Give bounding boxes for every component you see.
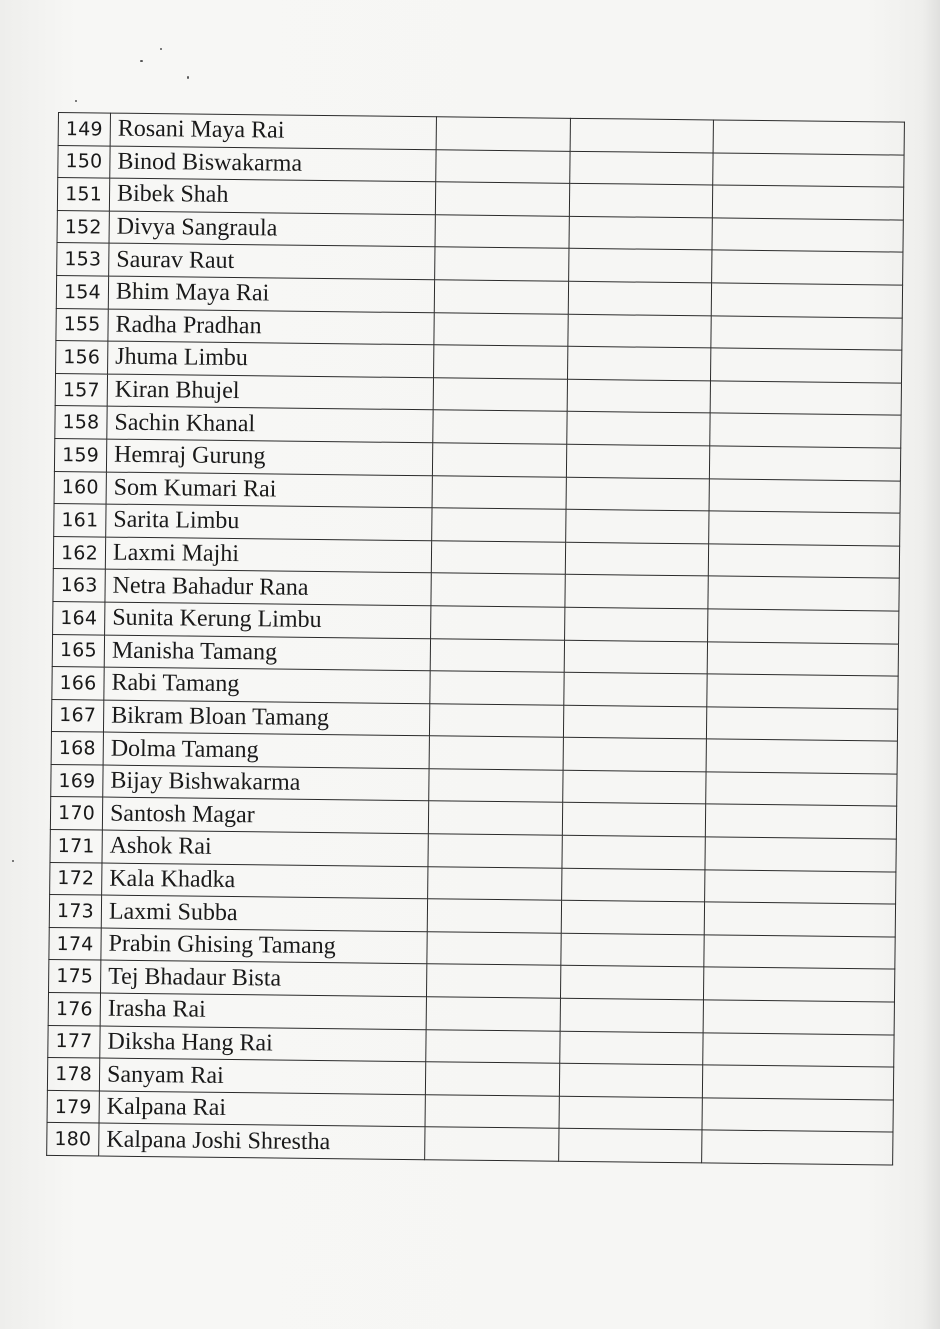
empty-cell xyxy=(427,899,561,933)
empty-cell xyxy=(565,542,708,576)
serial-number-cell: 170 xyxy=(50,797,102,830)
person-name-cell: Som Kumari Rai xyxy=(106,472,432,508)
empty-cell xyxy=(425,1095,559,1129)
empty-cell xyxy=(563,770,706,804)
scan-speck xyxy=(75,100,77,102)
scan-speck xyxy=(187,76,189,79)
person-name-cell: Jhuma Limbu xyxy=(108,341,434,377)
empty-cell xyxy=(432,475,566,509)
person-name-cell: Irasha Rai xyxy=(100,993,426,1029)
person-name-cell: Hemraj Gurung xyxy=(106,439,432,475)
scan-speck xyxy=(12,860,14,862)
scan-speck xyxy=(140,60,143,62)
empty-cell xyxy=(431,573,565,607)
empty-cell xyxy=(569,183,712,217)
empty-cell xyxy=(711,315,902,350)
empty-cell xyxy=(430,671,564,705)
serial-number-cell: 163 xyxy=(53,569,105,602)
serial-number-cell: 160 xyxy=(54,471,106,504)
serial-number-cell: 158 xyxy=(55,406,107,439)
empty-cell xyxy=(704,902,895,937)
empty-cell xyxy=(568,314,711,348)
serial-number-cell: 178 xyxy=(47,1058,99,1091)
empty-cell xyxy=(435,247,569,281)
empty-cell xyxy=(432,443,566,477)
empty-cell xyxy=(566,477,709,511)
empty-cell xyxy=(561,933,704,967)
person-name-cell: Netra Bahadur Rana xyxy=(105,569,431,605)
person-name-cell: Rabi Tamang xyxy=(104,667,430,703)
serial-number-cell: 167 xyxy=(51,699,103,732)
serial-number-cell: 175 xyxy=(49,960,101,993)
empty-cell xyxy=(709,511,900,546)
empty-cell xyxy=(429,769,563,803)
person-name-cell: Saurav Raut xyxy=(109,243,435,279)
person-name-cell: Kalpana Rai xyxy=(99,1091,425,1127)
person-name-cell: Binod Biswakarma xyxy=(110,146,436,182)
empty-cell xyxy=(431,540,565,574)
empty-cell xyxy=(702,1065,893,1100)
empty-cell xyxy=(702,1130,893,1165)
empty-cell xyxy=(569,216,712,250)
empty-cell xyxy=(570,151,713,185)
person-name-cell: Sachin Khanal xyxy=(107,406,433,442)
empty-cell xyxy=(706,739,897,774)
empty-cell xyxy=(705,870,896,905)
empty-cell xyxy=(428,866,562,900)
person-name-cell: Diksha Hang Rai xyxy=(100,1026,426,1062)
person-name-cell: Sarita Limbu xyxy=(106,504,432,540)
serial-number-cell: 169 xyxy=(51,764,103,797)
empty-cell xyxy=(430,638,564,672)
empty-cell xyxy=(568,281,711,315)
serial-number-cell: 173 xyxy=(49,895,101,928)
serial-number-cell: 153 xyxy=(57,243,109,276)
empty-cell xyxy=(710,348,901,383)
empty-cell xyxy=(712,218,903,253)
empty-cell xyxy=(560,1031,703,1065)
person-name-cell: Kalpana Joshi Shrestha xyxy=(99,1123,425,1159)
empty-cell xyxy=(710,381,901,416)
serial-number-cell: 168 xyxy=(51,732,103,765)
empty-cell xyxy=(428,801,562,835)
empty-cell xyxy=(560,998,703,1032)
person-name-cell: Dolma Tamang xyxy=(103,732,429,768)
empty-cell xyxy=(566,444,709,478)
empty-cell xyxy=(426,1029,560,1063)
person-name-cell: Bhim Maya Rai xyxy=(108,276,434,312)
empty-cell xyxy=(426,997,560,1031)
person-name-cell: Ashok Rai xyxy=(102,830,428,866)
serial-number-cell: 166 xyxy=(52,667,104,700)
empty-cell xyxy=(706,707,897,742)
serial-number-cell: 152 xyxy=(57,210,109,243)
empty-cell xyxy=(708,576,899,611)
serial-number-cell: 154 xyxy=(56,275,108,308)
scan-speck xyxy=(160,48,162,50)
empty-cell xyxy=(569,249,712,283)
empty-cell xyxy=(562,803,705,837)
person-name-cell: Rosani Maya Rai xyxy=(110,113,436,149)
person-name-cell: Divya Sangraula xyxy=(109,211,435,247)
empty-cell xyxy=(433,378,567,412)
empty-cell xyxy=(711,283,902,318)
table-body xyxy=(47,113,905,1166)
empty-cell xyxy=(703,1000,894,1035)
empty-cell xyxy=(712,250,903,285)
empty-cell xyxy=(564,640,707,674)
empty-cell xyxy=(713,153,904,188)
empty-cell xyxy=(561,901,704,935)
empty-cell xyxy=(559,1096,702,1130)
person-name-cell: Sanyam Rai xyxy=(99,1058,425,1094)
serial-number-cell: 165 xyxy=(52,634,104,667)
empty-cell xyxy=(707,674,898,709)
empty-cell xyxy=(567,379,710,413)
empty-cell xyxy=(568,346,711,380)
serial-number-cell: 171 xyxy=(50,830,102,863)
empty-cell xyxy=(709,478,900,513)
empty-cell xyxy=(562,868,705,902)
serial-number-cell: 162 xyxy=(53,536,105,569)
person-name-cell: Sunita Kerung Limbu xyxy=(105,602,431,638)
empty-cell xyxy=(428,834,562,868)
empty-cell xyxy=(570,118,713,152)
empty-cell xyxy=(562,835,705,869)
empty-cell xyxy=(703,1033,894,1068)
serial-number-cell: 179 xyxy=(47,1090,99,1123)
person-name-cell: Kala Khadka xyxy=(102,863,428,899)
empty-cell xyxy=(425,1062,559,1096)
empty-cell xyxy=(713,120,904,155)
empty-cell xyxy=(563,738,706,772)
empty-cell xyxy=(707,641,898,676)
empty-cell xyxy=(431,606,565,640)
empty-cell xyxy=(433,410,567,444)
person-name-cell: Bijay Bishwakarma xyxy=(103,765,429,801)
name-list-table xyxy=(46,112,905,1166)
person-name-cell: Manisha Tamang xyxy=(104,635,430,671)
serial-number-cell: 156 xyxy=(56,341,108,374)
empty-cell xyxy=(563,705,706,739)
empty-cell xyxy=(705,804,896,839)
serial-number-cell: 180 xyxy=(47,1123,99,1156)
empty-cell xyxy=(705,837,896,872)
empty-cell xyxy=(559,1063,702,1097)
empty-cell xyxy=(435,182,569,216)
empty-cell xyxy=(564,672,707,706)
empty-cell xyxy=(436,149,570,183)
serial-number-cell: 161 xyxy=(54,504,106,537)
empty-cell xyxy=(426,964,560,998)
empty-cell xyxy=(436,117,570,151)
serial-number-cell: 150 xyxy=(58,145,110,178)
person-name-cell: Tej Bhadaur Bista xyxy=(101,960,427,996)
empty-cell xyxy=(434,345,568,379)
person-name-cell: Radha Pradhan xyxy=(108,309,434,345)
person-name-cell: Laxmi Subba xyxy=(101,895,427,931)
empty-cell xyxy=(565,575,708,609)
serial-number-cell: 172 xyxy=(50,862,102,895)
empty-cell xyxy=(425,1127,559,1161)
serial-number-cell: 164 xyxy=(53,601,105,634)
empty-cell xyxy=(704,935,895,970)
empty-cell xyxy=(702,1098,893,1133)
empty-cell xyxy=(434,280,568,314)
serial-number-cell: 174 xyxy=(49,927,101,960)
serial-number-cell: 177 xyxy=(48,1025,100,1058)
empty-cell xyxy=(429,736,563,770)
serial-number-cell: 155 xyxy=(56,308,108,341)
serial-number-cell: 159 xyxy=(54,438,106,471)
empty-cell xyxy=(706,772,897,807)
empty-cell xyxy=(434,312,568,346)
serial-number-cell: 151 xyxy=(57,178,109,211)
serial-number-cell: 176 xyxy=(48,992,100,1025)
empty-cell xyxy=(710,413,901,448)
serial-number-cell: 157 xyxy=(55,373,107,406)
name-list-table-wrapper xyxy=(46,112,904,1166)
empty-cell xyxy=(703,967,894,1002)
empty-cell xyxy=(708,544,899,579)
empty-cell xyxy=(566,509,709,543)
page-edge-shadow xyxy=(922,0,940,1329)
person-name-cell: Bikram Bloan Tamang xyxy=(103,700,429,736)
person-name-cell: Kiran Bhujel xyxy=(107,374,433,410)
person-name-cell: Prabin Ghising Tamang xyxy=(101,928,427,964)
empty-cell xyxy=(567,412,710,446)
empty-cell xyxy=(427,932,561,966)
empty-cell xyxy=(560,966,703,1000)
person-name-cell: Santosh Magar xyxy=(102,798,428,834)
empty-cell xyxy=(429,703,563,737)
empty-cell xyxy=(435,215,569,249)
person-name-cell: Bibek Shah xyxy=(109,178,435,214)
empty-cell xyxy=(708,609,899,644)
empty-cell xyxy=(565,607,708,641)
empty-cell xyxy=(712,185,903,220)
empty-cell xyxy=(709,446,900,481)
empty-cell xyxy=(432,508,566,542)
empty-cell xyxy=(559,1129,702,1163)
person-name-cell: Laxmi Majhi xyxy=(105,537,431,573)
serial-number-cell: 149 xyxy=(58,113,110,146)
